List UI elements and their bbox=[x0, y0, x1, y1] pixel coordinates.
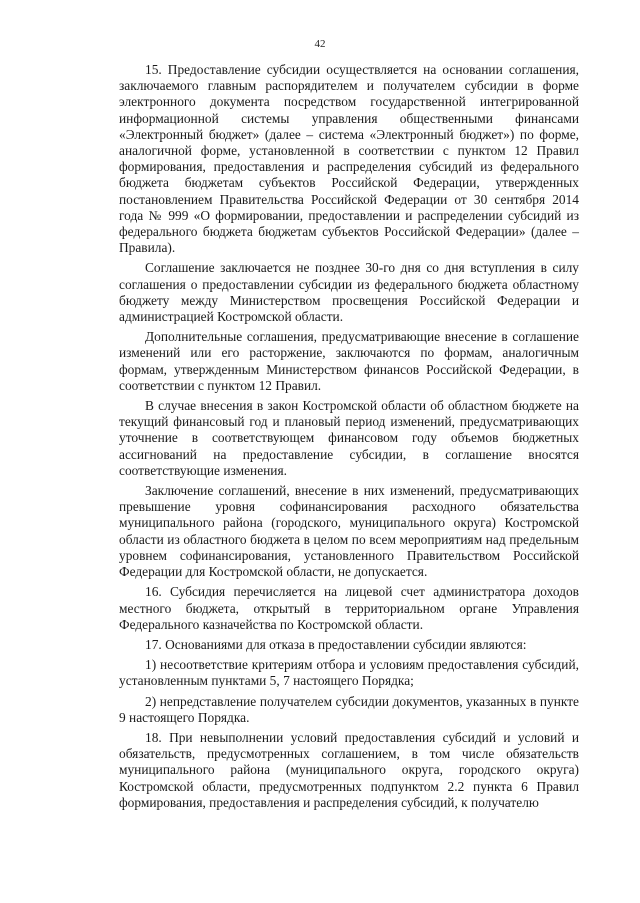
paragraph-16-transfer: 16. Субсидия перечисляется на лицевой счет администратора доходов местного бюджета, открытый в территориальном органе Управления Федерального казначейства по Костромской области. bbox=[119, 584, 579, 632]
paragraph-agreement-deadline: Соглашение заключается не позднее 30-го дня со дня вступления в силу соглашения о предоставлении субсидии из федерального бюджета областному бюджету между Министерством просвещения Российской Федерации и администрацией Костромской области. bbox=[119, 260, 579, 325]
paragraph-17-item-2: 2) непредставление получателем субсидии документов, указанных в пункте 9 настоящего Порядка. bbox=[119, 693, 579, 725]
paragraph-17-refusal-grounds: 17. Основаниями для отказа в предоставлении субсидии являются: bbox=[145, 636, 527, 652]
page-number: 42 bbox=[314, 38, 326, 50]
paragraph-additional-agreements: Дополнительные соглашения, предусматривающие внесение в соглашение изменений или его расторжение, заключаются по формам, аналогичным формам, утвержденным Министерством финансов Российской Федерации, в соответствии с пунктом 12 Правил. bbox=[119, 329, 579, 393]
paragraph-cofinancing-limit: Заключение соглашений, внесение в них изменений, предусматривающих превышение уровня софинансирования расходного обязательства муниципального района (городского, муниципального округа) Костромской области из областного бюджета в целом по всем мероприятиям над предельным уровнем софинансирования, установленного Правительством Российской Федерации для Костромской области, не допускается. bbox=[119, 483, 579, 580]
document-body bbox=[119, 62, 579, 815]
paragraph-budget-changes: В случае внесения в закон Костромской области об областном бюджете на текущий финансовый год и плановый период изменений, предусматривающих уточнение в соответствующем финансовом году объемов бюджетных ассигнований на предоставление субсидии, в соглашение вносятся соответствующие изменения. bbox=[119, 398, 579, 478]
paragraph-18-noncompliance: 18. При невыполнении условий предоставления субсидий и условий и обязательств, предусмотренных соглашением, в том числе обязательств муниципального района (муниципального округа, городского округа) Костромской области, предусмотренных подпунктом 2.2 пункта 6 Правил формирования, предоставления и распределения субсидий, к получателю bbox=[119, 729, 579, 810]
paragraph-15-main: 15. Предоставление субсидии осуществляется на основании соглашения, заключаемого главным распорядителем и получателем субсидии в форме электронного документа посредством государственной интегрированной информационной системы управления общественными финансами «Электронный бюджет» (далее – система «Электронный бюджет») по форме, аналогичной форме, установленной в соответствии с пунктом 12 Правил формирования, предоставления и распределения субсидий из федерального бюджета бюджетам субъектов Российской Федерации, утвержденных постановлением Правительства Российской Федерации от 30 сентября 2014 года № 999 «О формировании, предоставлении и распределении субсидий из федерального бюджета бюджетам субъектов Российской Федерации» (далее – Правила). bbox=[119, 62, 579, 256]
paragraph-17-item-1: 1) несоответствие критериям отбора и условиям предоставления субсидий, установленным пунктами 5, 7 настоящего Порядка; bbox=[119, 657, 579, 689]
